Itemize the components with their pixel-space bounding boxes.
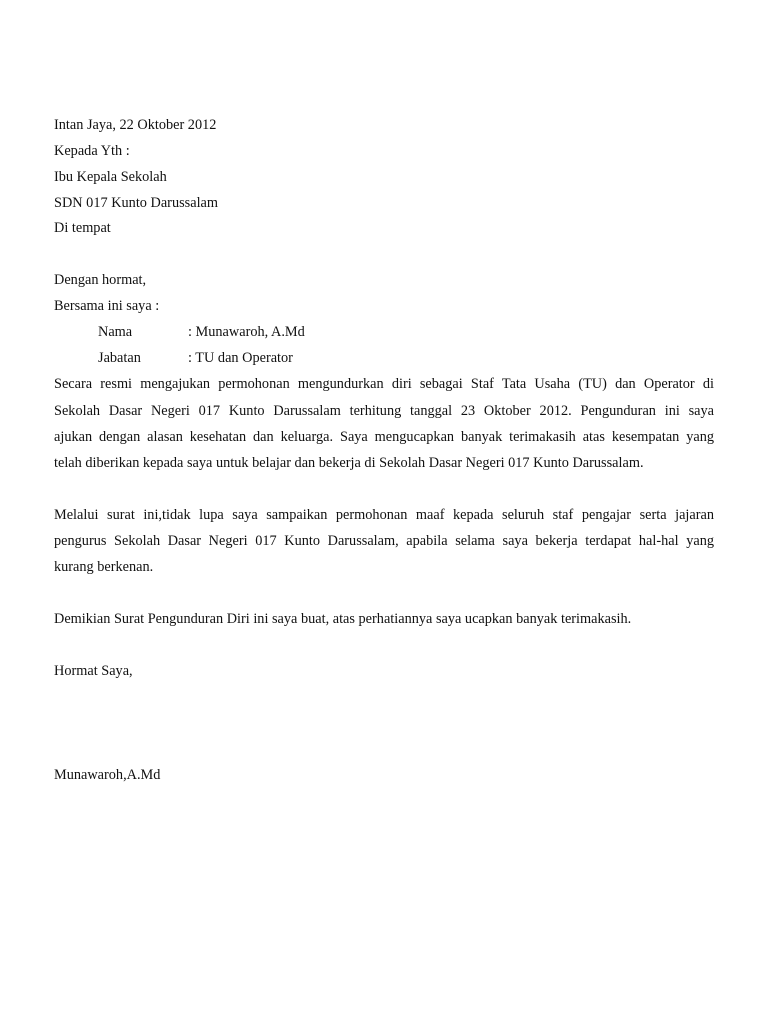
- name-label: Nama: [98, 324, 133, 340]
- signature-name: Munawaroh,A.Md: [54, 767, 161, 783]
- location: Di tempat: [54, 220, 111, 236]
- closing-salutation: Hormat Saya,: [54, 663, 133, 679]
- greeting: Dengan hormat,: [54, 272, 147, 288]
- recipient: Ibu Kepala Sekolah: [54, 169, 167, 185]
- to-label: Kepada Yth :: [54, 143, 130, 159]
- name-value: : Munawaroh, A.Md: [188, 324, 305, 340]
- paragraph-1-line-4: telah diberikan kepada saya untuk belajar dan bekerja di Sekolah Dasar Negeri 017 Kunto Darussalam.: [54, 455, 644, 471]
- position-value: : TU dan Operator: [188, 350, 293, 366]
- paragraph-1-line-2: Sekolah Dasar Negeri 017 Kunto Darussalam terhitung tanggal 23 Oktober 2012. Pengunduran ini saya: [54, 403, 714, 419]
- school-name: SDN 017 Kunto Darussalam: [54, 195, 219, 211]
- paragraph-2-line-2: pengurus Sekolah Dasar Negeri 017 Kunto Darussalam, apabila selama saya bekerja terdapat hal-hal yang: [54, 533, 714, 549]
- paragraph-1-line-3: ajukan dengan alasan kesehatan dan keluarga. Saya mengucapkan banyak terimakasih atas kesempatan yang: [54, 429, 714, 445]
- paragraph-2-line-3: kurang berkenan.: [54, 559, 154, 575]
- position-label: Jabatan: [98, 350, 141, 366]
- intro: Bersama ini saya :: [54, 298, 160, 314]
- paragraph-1-line-1: Secara resmi mengajukan permohonan mengundurkan diri sebagai Staf Tata Usaha (TU) dan Operator di: [54, 376, 714, 392]
- place-date: Intan Jaya, 22 Oktober 2012: [54, 117, 217, 133]
- paragraph-2-line-1: Melalui surat ini,tidak lupa saya sampaikan permohonan maaf kepada seluruh staf pengajar serta jajaran: [54, 507, 714, 523]
- paragraph-3: Demikian Surat Pengunduran Diri ini saya buat, atas perhatiannya saya ucapkan banyak terimakasih.: [54, 611, 632, 627]
